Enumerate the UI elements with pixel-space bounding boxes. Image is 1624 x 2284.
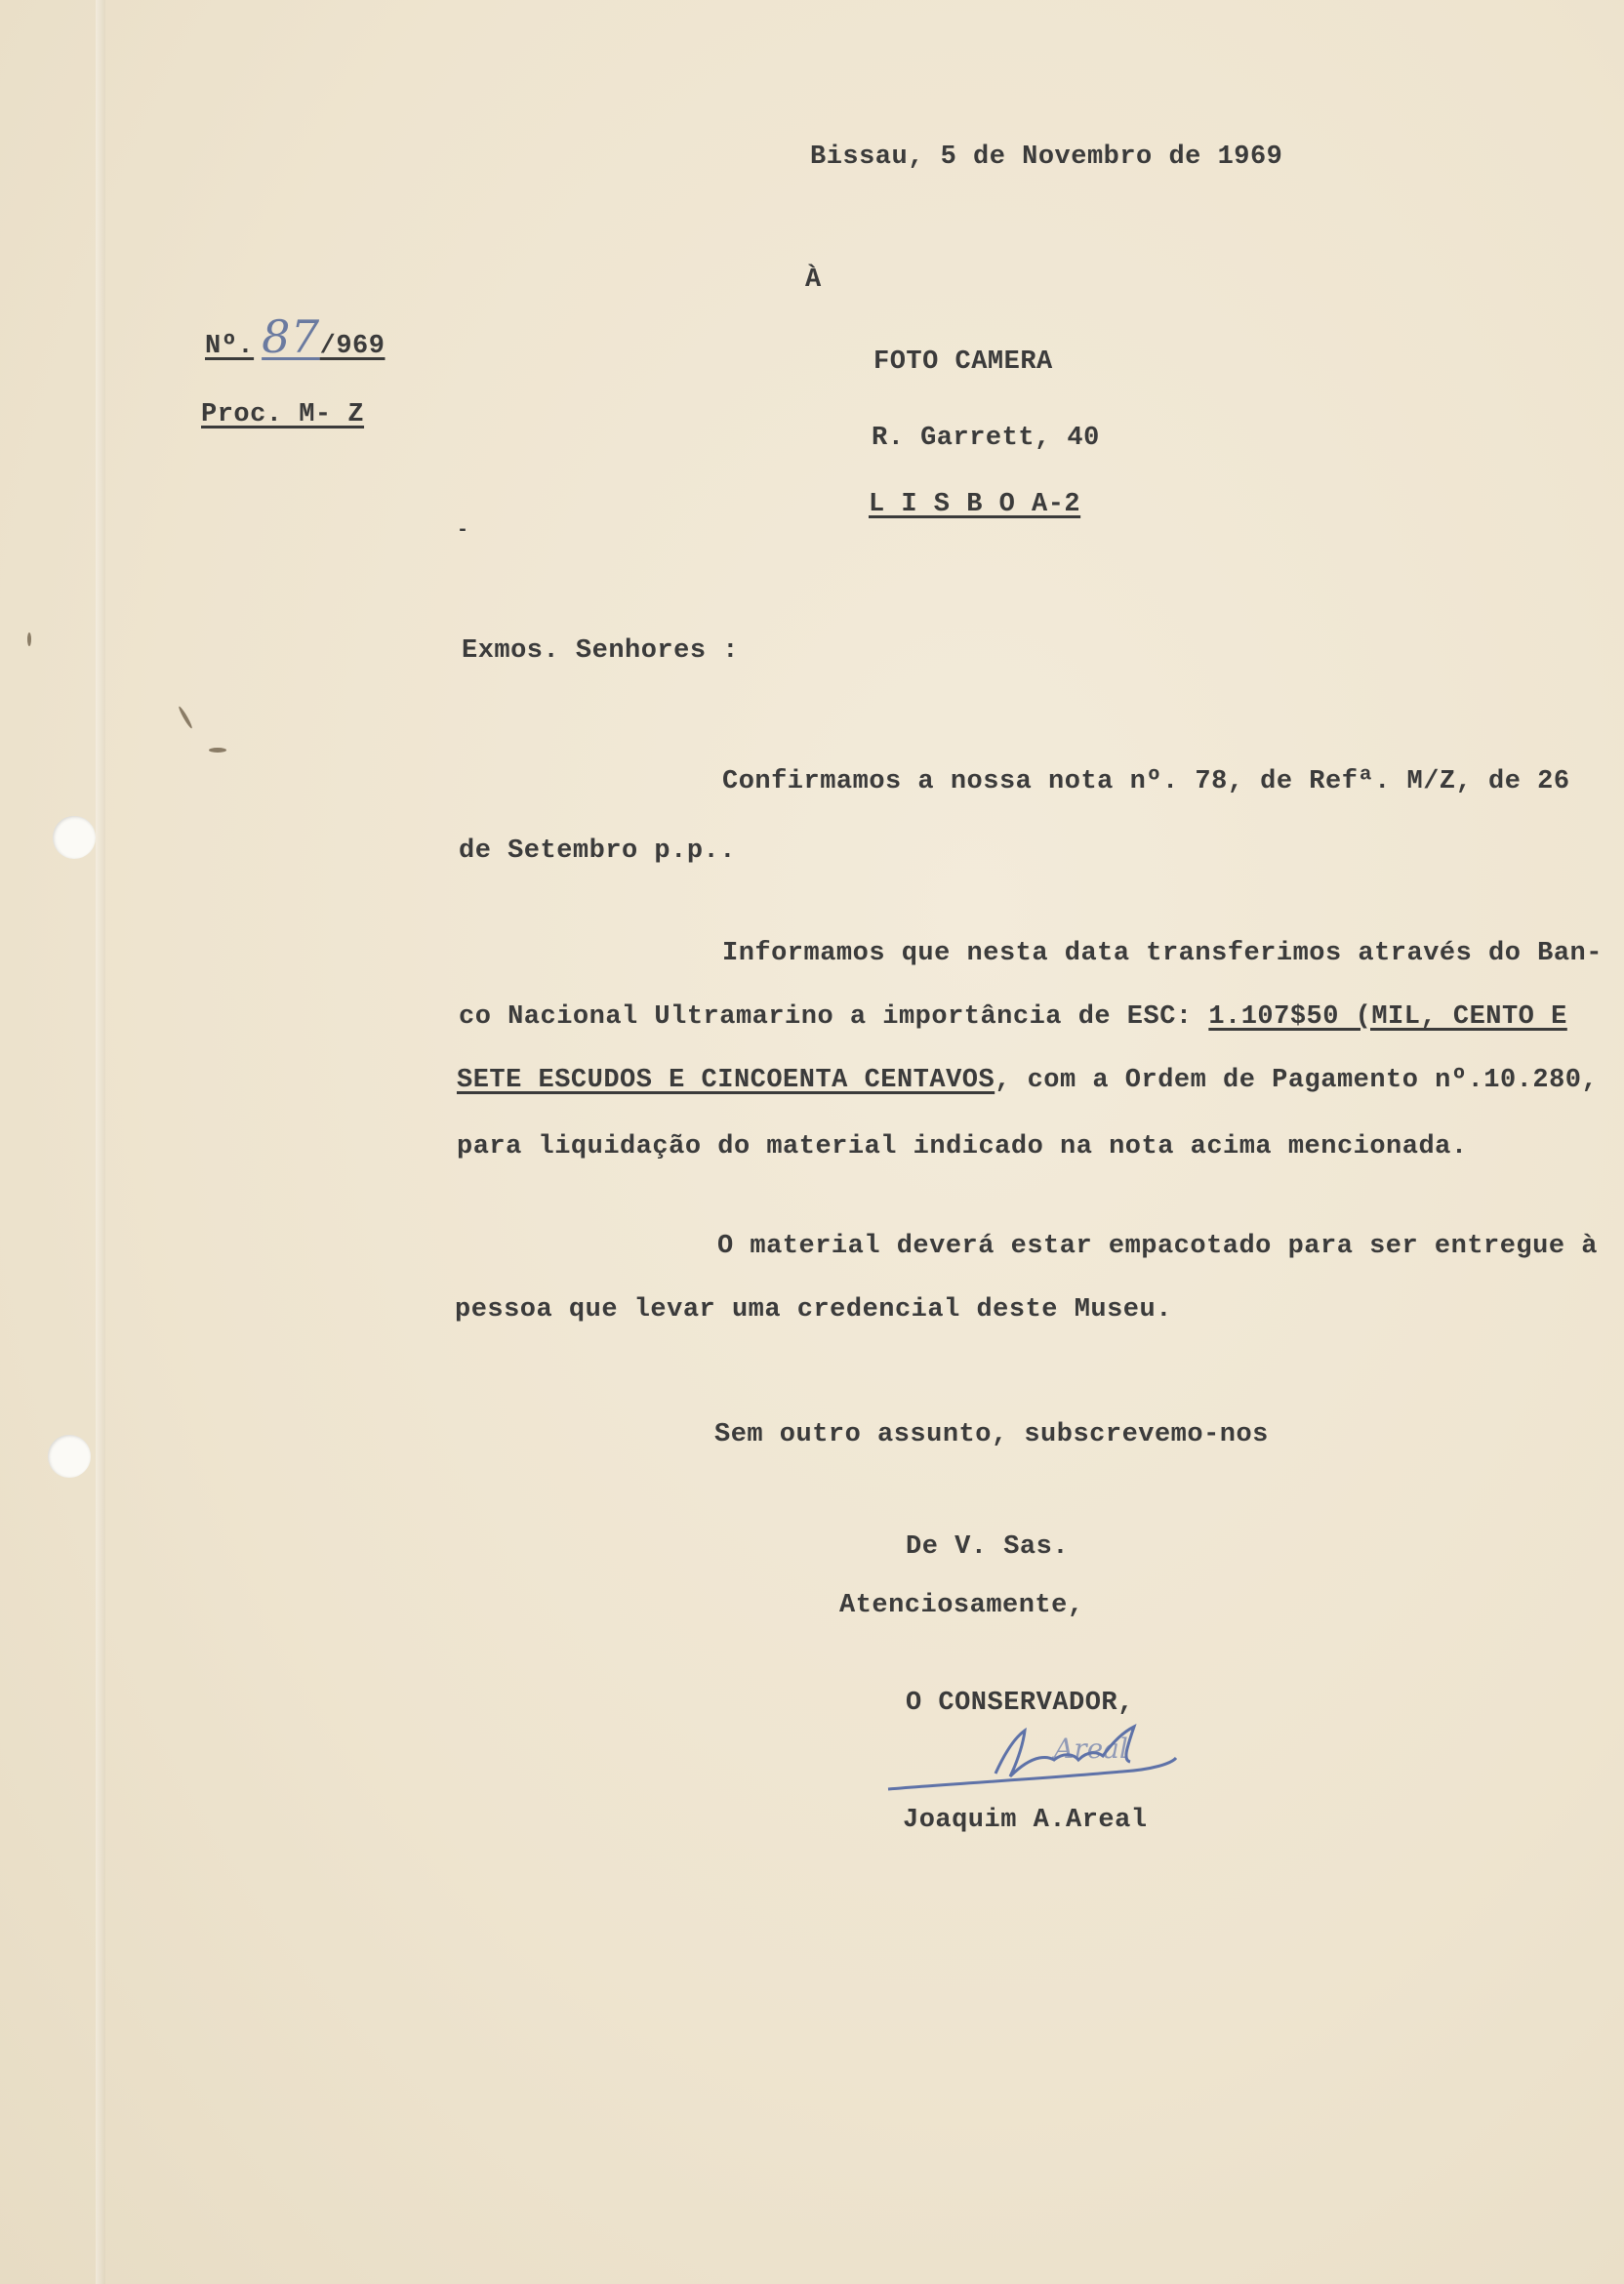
paragraph1-line2: de Setembro p.p.. — [459, 836, 736, 866]
recipient-name: FOTO CAMERA — [873, 347, 1053, 377]
punch-hole-bottom — [48, 1435, 91, 1478]
signature-mark — [878, 1713, 1191, 1801]
signatory-name: Joaquim A.Areal — [903, 1806, 1148, 1835]
salutation: Exmos. Senhores : — [462, 636, 739, 666]
dash-mark: - — [457, 519, 469, 542]
paper-fold — [96, 0, 105, 2284]
payment-amount-part2: SETE ESCUDOS E CINCOENTA CENTAVOS — [457, 1066, 995, 1095]
reference-number-handwritten: 87 — [262, 310, 320, 363]
paragraph2-line1: Informamos que nesta data transferimos através do Ban- — [722, 939, 1603, 968]
letter-date: Bissau, 5 de Novembro de 1969 — [810, 143, 1283, 172]
paragraph2-line3-suffix: , com a Ordem de Pagamento nº.10.280, — [995, 1066, 1599, 1095]
closing-line: Sem outro assunto, subscrevemo-nos — [714, 1420, 1269, 1449]
paragraph2-line3 — [457, 1066, 1598, 1095]
paragraph1-line1: Confirmamos a nossa nota nº. 78, de Refª. M/Z, de 26 — [722, 767, 1570, 796]
reference-number-prefix: Nº. — [205, 332, 255, 361]
signature-handwriting: Areal — [1054, 1733, 1128, 1765]
ink-speck — [209, 748, 226, 753]
paragraph2-line2 — [459, 1002, 1567, 1032]
recipient-street: R. Garrett, 40 — [872, 424, 1100, 453]
signature-title: O CONSERVADOR, — [906, 1689, 1134, 1718]
reference-number-suffix: /969 — [319, 332, 386, 361]
courtesy-line2: Atenciosamente, — [839, 1591, 1084, 1620]
to-marker: À — [805, 265, 822, 295]
courtesy-line1: De V. Sas. — [906, 1532, 1070, 1562]
payment-amount-part1: 1.107$50 (MIL, CENTO E — [1208, 1002, 1567, 1032]
reference-number — [205, 310, 385, 363]
paragraph3-line1: O material deverá estar empacotado para ser entregue à — [717, 1232, 1598, 1261]
paragraph3-line2: pessoa que levar uma credencial deste Museu. — [455, 1295, 1172, 1325]
punch-hole-top — [53, 816, 96, 859]
paragraph2-line4: para liquidação do material indicado na nota acima mencionada. — [457, 1132, 1468, 1162]
recipient-city: L I S B O A-2 — [869, 490, 1081, 519]
process-reference: Proc. M- Z — [201, 400, 365, 429]
ink-speck — [27, 632, 31, 646]
paragraph2-line2-prefix: co Nacional Ultramarino a importância de ESC: — [459, 1002, 1209, 1032]
